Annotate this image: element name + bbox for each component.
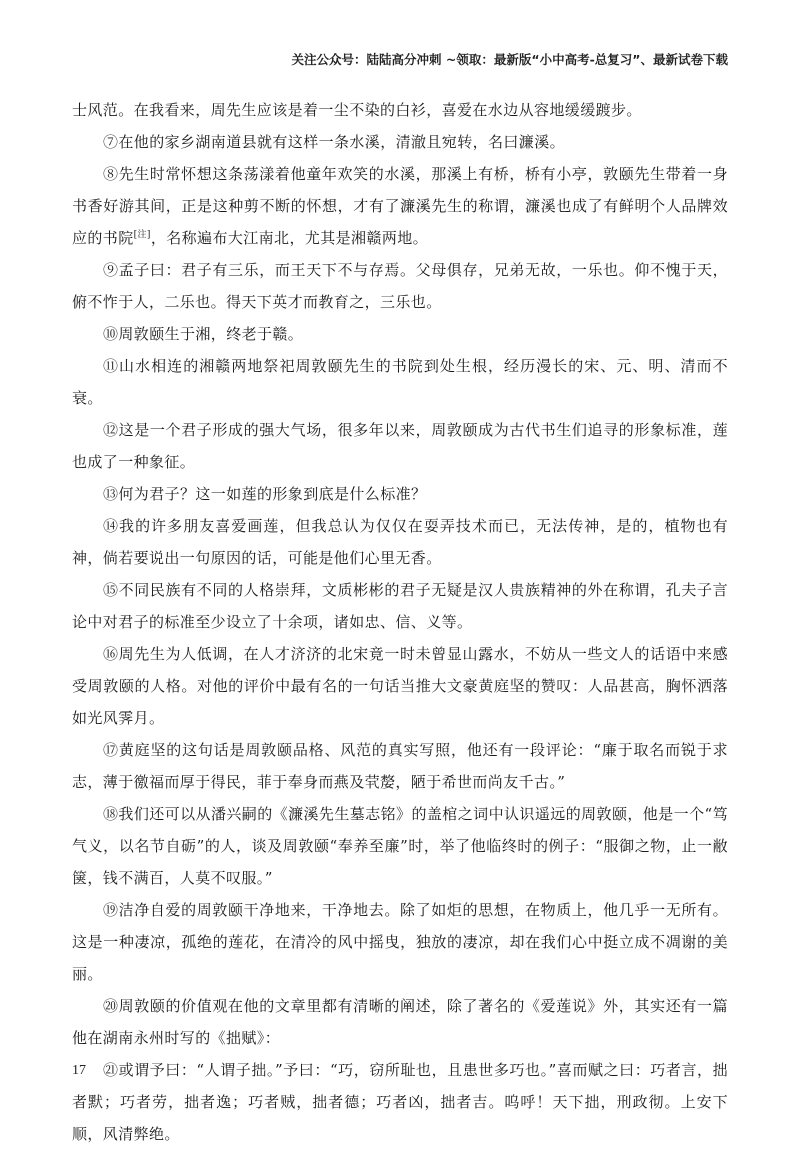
paragraph-21: ㉑或谓予曰：“人谓子拙。”予曰：“巧，窃所耻也，且患世多巧也。”喜而赋之曰：巧者言，拙者默；巧者劳，拙者逸；巧者贼，拙者德；巧者凶，拙者吉。呜呼！天下拙，刑政彻。上安下顺，风清弊绝。 [72, 1061, 728, 1143]
paragraph-15: ⑮不同民族有不同的人格崇拜，文质彬彬的君子无疑是汉人贵族精神的外在称谓，孔夫子言论中对君子的标准至少设立了十余项，诸如忠、信、义等。 [72, 581, 728, 631]
page-header: 关注公众号：陆陆高分冲刺 ~领取：最新版“小中高考-总复习”、最新试卷下载 [291, 52, 728, 67]
paragraph-8 [72, 158, 728, 254]
paragraph-12: ⑫这是一个君子形成的强大气场，很多年以来，周敦颐成为古代书生们追寻的形象标准，莲也成了一种象征。 [72, 421, 728, 471]
paragraph-8-text: ⑧先生时常怀想这条荡漾着他童年欢笑的水溪，那溪上有桥，桥有小亭，敦颐先生带着一身书香好游其间，正是这种剪不断的怀想，才有了濂溪先生的称谓，濂溪也成了有鲜明个人品牌效应的书院 [72, 165, 728, 247]
article-body [72, 94, 728, 1150]
paragraph-19: ⑲洁净自爱的周敦颐干净地来，干净地去。除了如炬的思想，在物质上，他几乎一无所有。这是一种凄凉，孤绝的莲花，在清冷的风中摇曳，独放的凄凉，却在我们心中挺立成不凋谢的美丽。 [72, 901, 728, 983]
paragraph-17: ⑰黄庭坚的这句话是周敦颐品格、风范的真实写照，他还有一段评论：“廉于取名而锐于求志，薄于徼福而厚于得民，菲于奉身而燕及茕嫠，陋于希世而尚友千古。” [72, 741, 728, 791]
paragraph-16: ⑯周先生为人低调，在人才济济的北宋竟一时未曾显山露水，不妨从一些文人的话语中来感受周敦颐的人格。对他的评价中最有名的一句话当推大文豪黄庭坚的赞叹：人品甚高，胸怀洒落如光风霁月。 [72, 645, 728, 727]
paragraph-14: ⑭我的许多朋友喜爱画莲，但我总认为仅仅在耍弄技术而已，无法传神，是的，植物也有神，倘若要说出一句原因的话，可能是他们心里无香。 [72, 517, 728, 567]
paragraph-9: ⑨孟子曰：君子有三乐，而王天下不与存焉。父母俱存，兄弟无故，一乐也。仰不愧于天，俯不怍于人，二乐也。得天下英才而教育之，三乐也。 [72, 261, 728, 311]
paragraph-1: 士风范。在我看来，周先生应该是着一尘不染的白衫，喜爱在水边从容地缓缓踱步。 [72, 101, 642, 119]
footnote-marker: [注] [133, 230, 151, 240]
paragraph-20: ⑳周敦颐的价值观在他的文章里都有清晰的阐述，除了著名的《爱莲说》外，其实还有一篇他在湖南永州时写的《拙赋》： [72, 997, 728, 1047]
paragraph-8-tail: ，名称遍布大江南北，尤其是湘赣两地。 [150, 229, 429, 247]
paragraph-10: ⑩周敦颐生于湘，终老于赣。 [103, 325, 304, 343]
paragraph-13: ⑬何为君子？这一如莲的形象到底是什么标准？ [103, 485, 427, 503]
paragraph-7: ⑦在他的家乡湖南道县就有这样一条水溪，清澈且宛转，名曰濂溪。 [103, 133, 566, 151]
paragraph-11: ⑪山水相连的湘赣两地祭祀周敦颐先生的书院到处生根，经历漫长的宋、元、明、清而不衰。 [72, 357, 728, 407]
page-number: 17 [72, 1063, 86, 1078]
paragraph-18: ⑱我们还可以从潘兴嗣的《濂溪先生墓志铭》的盖棺之词中认识遥远的周敦颐，他是一个“笃气义，以名节自砺”的人，谈及周敦颐“奉养至廉”时，举了他临终时的例子：“服御之物，止一敝箧，钱不满百，人莫不叹服。” [72, 805, 728, 887]
